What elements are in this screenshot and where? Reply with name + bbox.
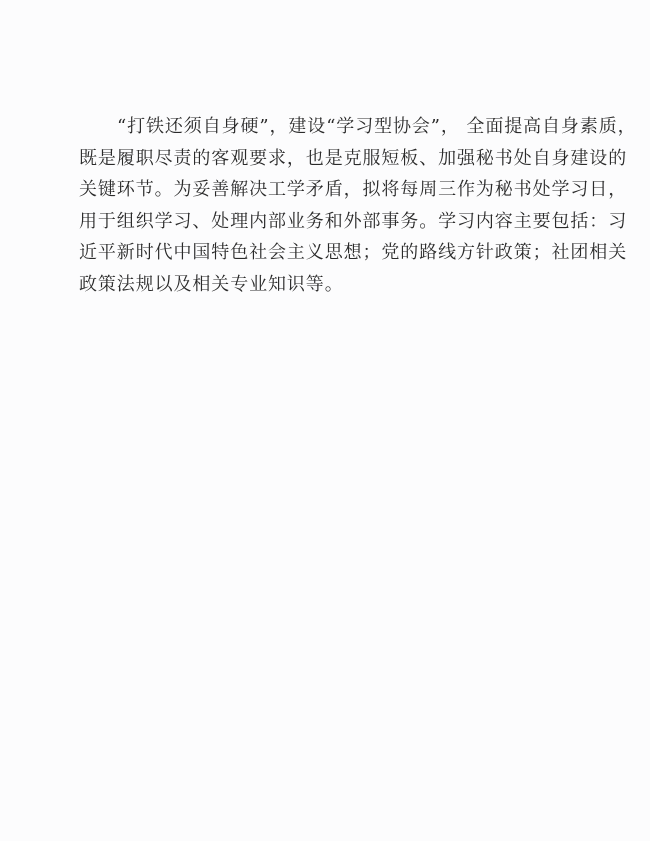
paragraph-line-2: 既是履职尽责的客观要求，也是克服短板、加强秘书处自身建设的 xyxy=(79,147,628,169)
paragraph-line-6: 政策法规以及相关专业知识等。 xyxy=(79,273,344,295)
paragraph-line-3: 关键环节。为妥善解决工学矛盾，拟将每周三作为秘书处学习日， xyxy=(79,179,628,200)
paragraph-line-5: 近平新时代中国特色社会主义思想；党的路线方针政策；社团相关 xyxy=(79,242,628,263)
paragraph-line-1: “打铁还须自身硬”，建设“学习型协会”， 全面提高自身素质， xyxy=(117,116,637,137)
paragraph-line-4: 用于组织学习、处理内部业务和外部事务。学习内容主要包括：习 xyxy=(79,210,628,232)
body-paragraph xyxy=(79,111,637,300)
